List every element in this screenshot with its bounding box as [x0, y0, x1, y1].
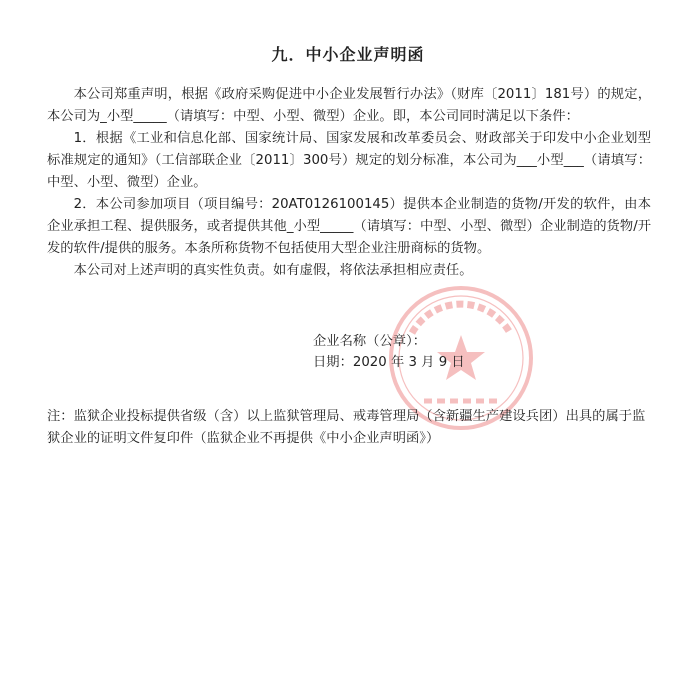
condition-1-paragraph: 1．根据《工业和信息化部、国家统计局、国家发展和改革委员会、财政部关于印发中小企业划型标准规定的通知》（工信部联企业〔2011〕300号）规定的划分标准，本公司为___小型___（请填写：中型、小型、微型）企业。: [47, 131, 651, 190]
page-title: 九．中小企业声明函: [271, 45, 425, 64]
intro-paragraph: 本公司郑重声明，根据《政府采购促进中小企业发展暂行办法》（财库〔2011〕181号）的规定，本公司为_小型_____（请填写：中型、小型、微型）企业。即，本公司同时满足以下条件：: [47, 87, 651, 124]
company-name-label: 企业名称（公章）：: [313, 334, 427, 349]
date-line: 日期：2020 年 3 月 9 日: [313, 355, 465, 370]
closing-paragraph: 本公司对上述声明的真实性负责。如有虚假，将依法承担相应责任。: [73, 263, 473, 278]
condition-2-paragraph: 2．本公司参加项目（项目编号：20AT0126100145）提供本企业制造的货物/开发的软件，由本企业承担工程、提供服务，或者提供其他_小型_____（请填写：中型、小型、微型）企业制造的货物/开发的软件/提供的服务。本条所称货物不包括使用大型企业注册商标的货物。: [47, 197, 651, 256]
declaration-body: [47, 84, 651, 282]
footnote: 注：监狱企业投标提供省级（含）以上监狱管理局、戒毒管理局（含新疆生产建设兵团）出具的属于监狱企业的证明文件复印件（监狱企业不再提供《中小企业声明函》）: [47, 409, 646, 446]
signature-block: [313, 331, 465, 373]
